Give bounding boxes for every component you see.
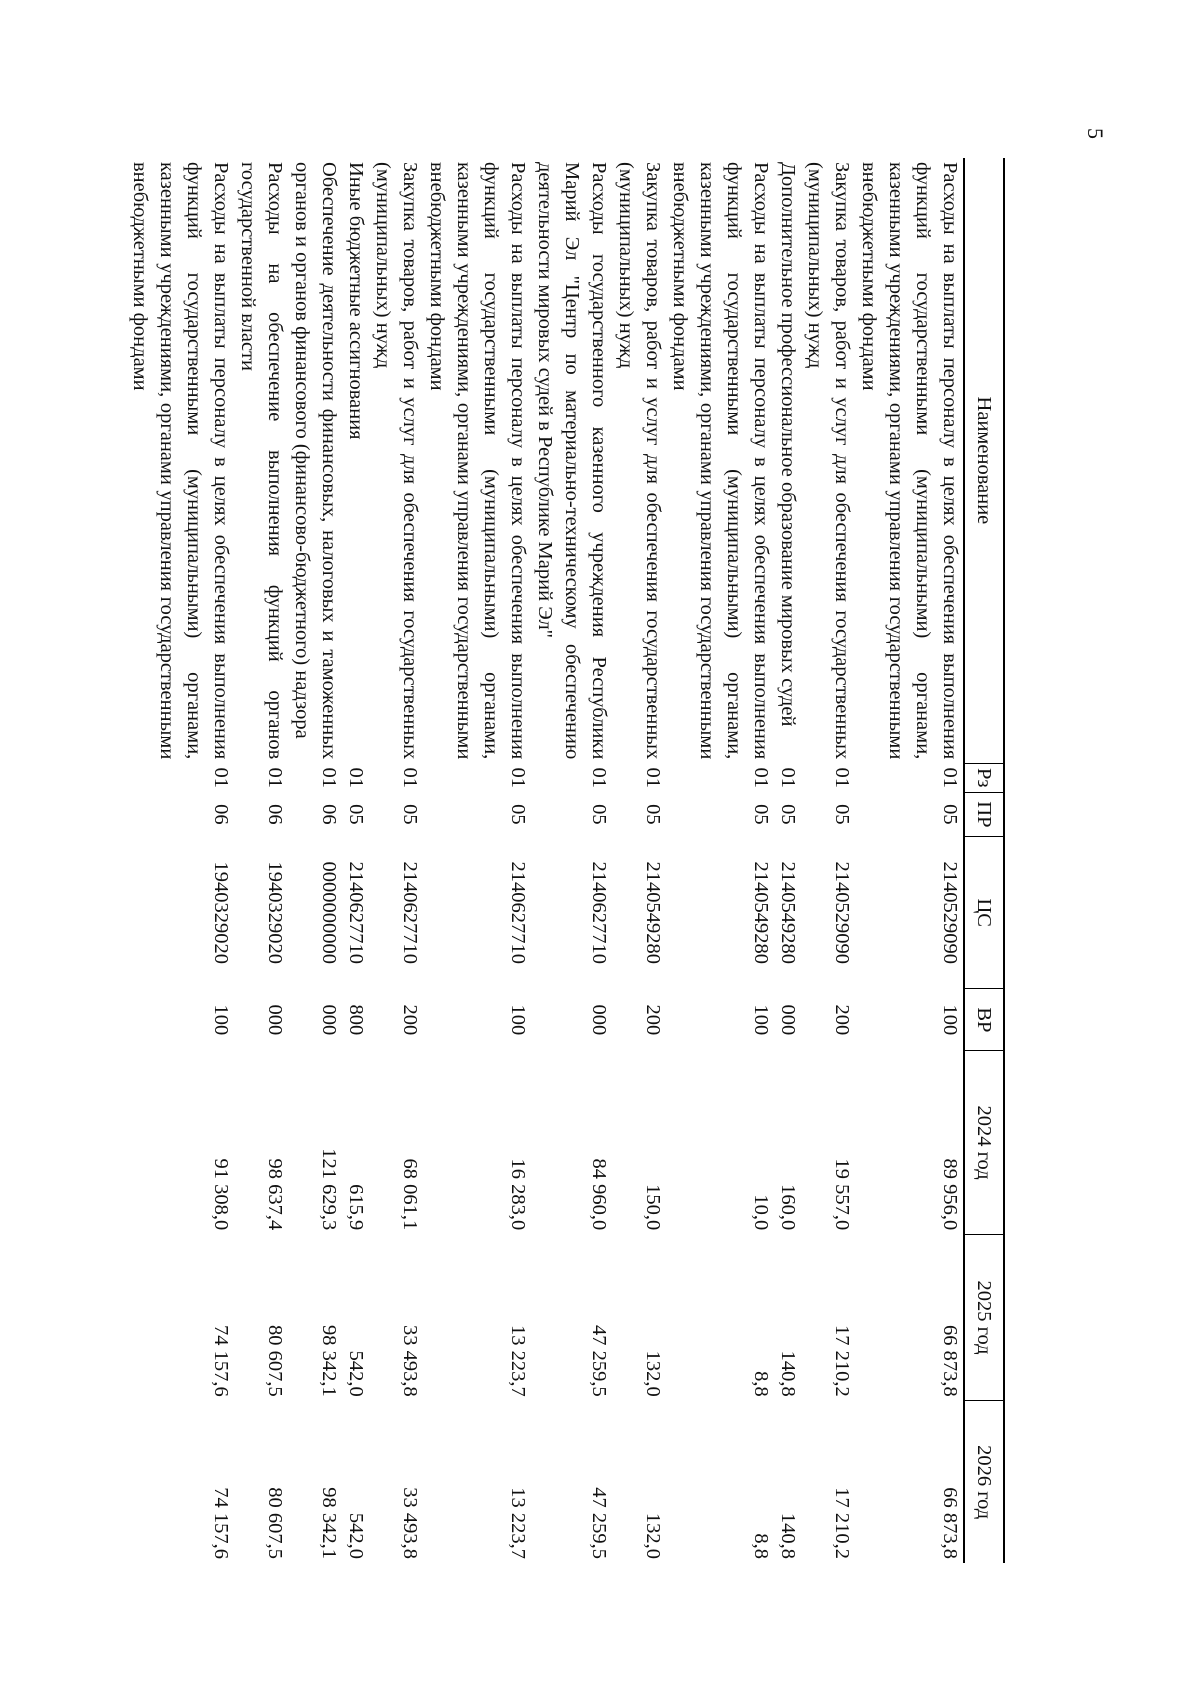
table-row [234,158,288,1563]
row-pr: 05 [399,804,421,825]
table-row [801,158,855,1563]
row-value-2024: 16 283,0 [507,1158,529,1231]
row-value-2026: 140,8 [777,1512,799,1559]
row-rz: 01 [939,767,961,788]
row-value-2025: 17 210,2 [831,1325,853,1397]
row-value-2024: 615,9 [345,1184,367,1231]
row-value-2024: 68 061,1 [399,1158,421,1231]
table-row [774,158,801,1563]
row-name: Расходы на выплаты персоналу в целях обеспечения выполнения функций государственными (муниципальными) органами, казенными учреждениями, органами управления государственными внебюджетными фондами [669,162,772,760]
row-vr: 000 [264,1004,286,1036]
row-name: Закупка товаров, работ и услуг для обеспечения государственных (муниципальных) нужд [615,162,664,760]
row-name: Иные бюджетные ассигнования [345,162,367,440]
row-value-2024: 89 956,0 [939,1158,961,1231]
table-row [666,158,774,1563]
row-name: Расходы на выплаты персоналу в целях обеспечения выполнения функций государственными (муниципальными) органами, казенными учреждениями, органами управления государственными внебюджетными фондами [129,162,232,760]
row-value-2026: 542,0 [345,1512,367,1559]
row-value-2026: 17 210,2 [831,1487,853,1559]
row-pr: 06 [210,804,232,825]
row-value-2025: 140,8 [777,1350,799,1397]
row-cs: 2140549280 [750,861,772,964]
row-vr: 100 [750,1004,772,1036]
row-pr: 05 [507,804,529,825]
table-row [126,158,234,1563]
row-value-2024: 121 629,3 [318,1148,340,1231]
row-pr: 05 [831,804,853,825]
row-value-2025: 542,0 [345,1350,367,1397]
header-2026-label: 2026 год [973,1445,996,1520]
row-rz: 01 [210,767,232,788]
table-row [369,158,423,1563]
row-pr: 05 [777,804,799,825]
page-number: 5 [1083,128,1108,139]
header-2025 [964,1234,1004,1401]
row-name: Расходы государственного казенного учреждения Республики Марий Эл "Центр по материально-техническому обеспечению деятельности мировых судей в Республике Марий Эл" [534,162,610,760]
row-value-2024: 91 308,0 [210,1158,232,1231]
budget-table [126,158,1005,1563]
header-2024 [964,1051,1004,1234]
table-header-row [964,158,1004,1563]
row-vr: 000 [318,1004,340,1036]
header-cs: ЦС [964,837,1004,989]
row-value-2026: 80 607,5 [264,1487,286,1559]
row-vr: 800 [345,1004,367,1036]
row-value-2024: 84 960,0 [588,1158,610,1231]
header-2024-label: 2024 год [973,1105,996,1180]
row-cs: 2140627710 [399,861,421,964]
row-vr: 200 [642,1004,664,1036]
row-vr: 000 [777,1004,799,1036]
row-value-2026: 66 873,8 [939,1487,961,1559]
row-pr: 06 [264,804,286,825]
row-name: Расходы на выплаты персоналу в целях обеспечения выполнения функций государственными (муниципальными) органами, казенными учреждениями, органами управления государственными внебюджетными фондами [426,162,529,760]
row-vr: 100 [507,1004,529,1036]
header-2025-label: 2025 год [973,1280,996,1355]
row-rz: 01 [831,767,853,788]
row-pr: 06 [318,804,340,825]
row-cs: 2140549280 [642,861,664,964]
table-row [423,158,531,1563]
row-cs: 2140549280 [777,861,799,964]
row-name: Дополнительное профессиональное образование мировых судей [777,162,799,727]
header-pr: ПР [964,792,1004,836]
table-row [531,158,612,1563]
row-rz: 01 [507,767,529,788]
row-pr: 05 [588,804,610,825]
table-row [342,158,369,1563]
row-cs: 2140627710 [345,861,367,964]
rotated-table-container [129,158,1005,1563]
row-vr: 100 [939,1004,961,1036]
row-rz: 01 [642,767,664,788]
row-value-2026: 47 259,5 [588,1487,610,1559]
row-rz: 01 [588,767,610,788]
row-value-2025: 13 223,7 [507,1325,529,1397]
row-cs: 1940329020 [264,861,286,964]
row-name: Закупка товаров, работ и услуг для обеспечения государственных (муниципальных) нужд [372,162,421,760]
table-body [126,158,964,1563]
row-value-2024: 10,0 [750,1194,772,1231]
row-value-2025: 74 157,6 [210,1325,232,1397]
row-value-2024: 150,0 [642,1184,664,1231]
row-value-2024: 19 557,0 [831,1158,853,1231]
header-2026 [964,1401,1004,1563]
row-name: Расходы на обеспечение выполнения функций органов государственной власти [237,162,286,760]
row-value-2025: 98 342,1 [318,1325,340,1397]
header-rz: Рз [964,763,1004,792]
row-value-2025: 8,8 [750,1371,772,1397]
header-name: Наименование [964,158,1004,763]
row-pr: 05 [750,804,772,825]
row-name: Расходы на выплаты персоналу в целях обеспечения выполнения функций государственными (муниципальными) органами, казенными учреждениями, органами управления государственными внебюджетными фондами [858,162,961,760]
row-rz: 01 [318,767,340,788]
row-value-2026: 74 157,6 [210,1487,232,1559]
row-name: Закупка товаров, работ и услуг для обеспечения государственных (муниципальных) нужд [804,162,853,760]
row-pr: 05 [345,804,367,825]
row-value-2024: 160,0 [777,1184,799,1231]
row-value-2026: 8,8 [750,1533,772,1559]
row-value-2025: 80 607,5 [264,1325,286,1397]
row-value-2025: 33 493,8 [399,1325,421,1397]
table-row [288,158,342,1563]
row-rz: 01 [399,767,421,788]
row-vr: 200 [399,1004,421,1036]
table-row [612,158,666,1563]
table-row [855,158,964,1563]
row-value-2026: 13 223,7 [507,1487,529,1559]
row-rz: 01 [345,767,367,788]
row-pr: 05 [642,804,664,825]
row-rz: 01 [777,767,799,788]
row-value-2024: 98 637,4 [264,1158,286,1231]
row-cs: 2140529090 [939,861,961,964]
header-vr: ВР [964,989,1004,1051]
row-cs: 1940329020 [210,861,232,964]
row-rz: 01 [264,767,286,788]
row-vr: 100 [210,1004,232,1036]
row-cs: 2140627710 [588,861,610,964]
row-value-2025: 132,0 [642,1350,664,1397]
row-value-2026: 33 493,8 [399,1487,421,1559]
row-value-2026: 132,0 [642,1512,664,1559]
row-value-2025: 47 259,5 [588,1325,610,1397]
row-value-2026: 98 342,1 [318,1487,340,1559]
row-cs: 2140529090 [831,861,853,964]
row-vr: 200 [831,1004,853,1036]
row-cs: 2140627710 [507,861,529,964]
row-cs: 0000000000 [318,861,340,964]
row-pr: 05 [939,804,961,825]
row-rz: 01 [750,767,772,788]
row-value-2025: 66 873,8 [939,1325,961,1397]
row-vr: 000 [588,1004,610,1036]
row-name: Обеспечение деятельности финансовых, налоговых и таможенных органов и органов финансового (финансово-бюджетного) надзора [291,162,340,760]
